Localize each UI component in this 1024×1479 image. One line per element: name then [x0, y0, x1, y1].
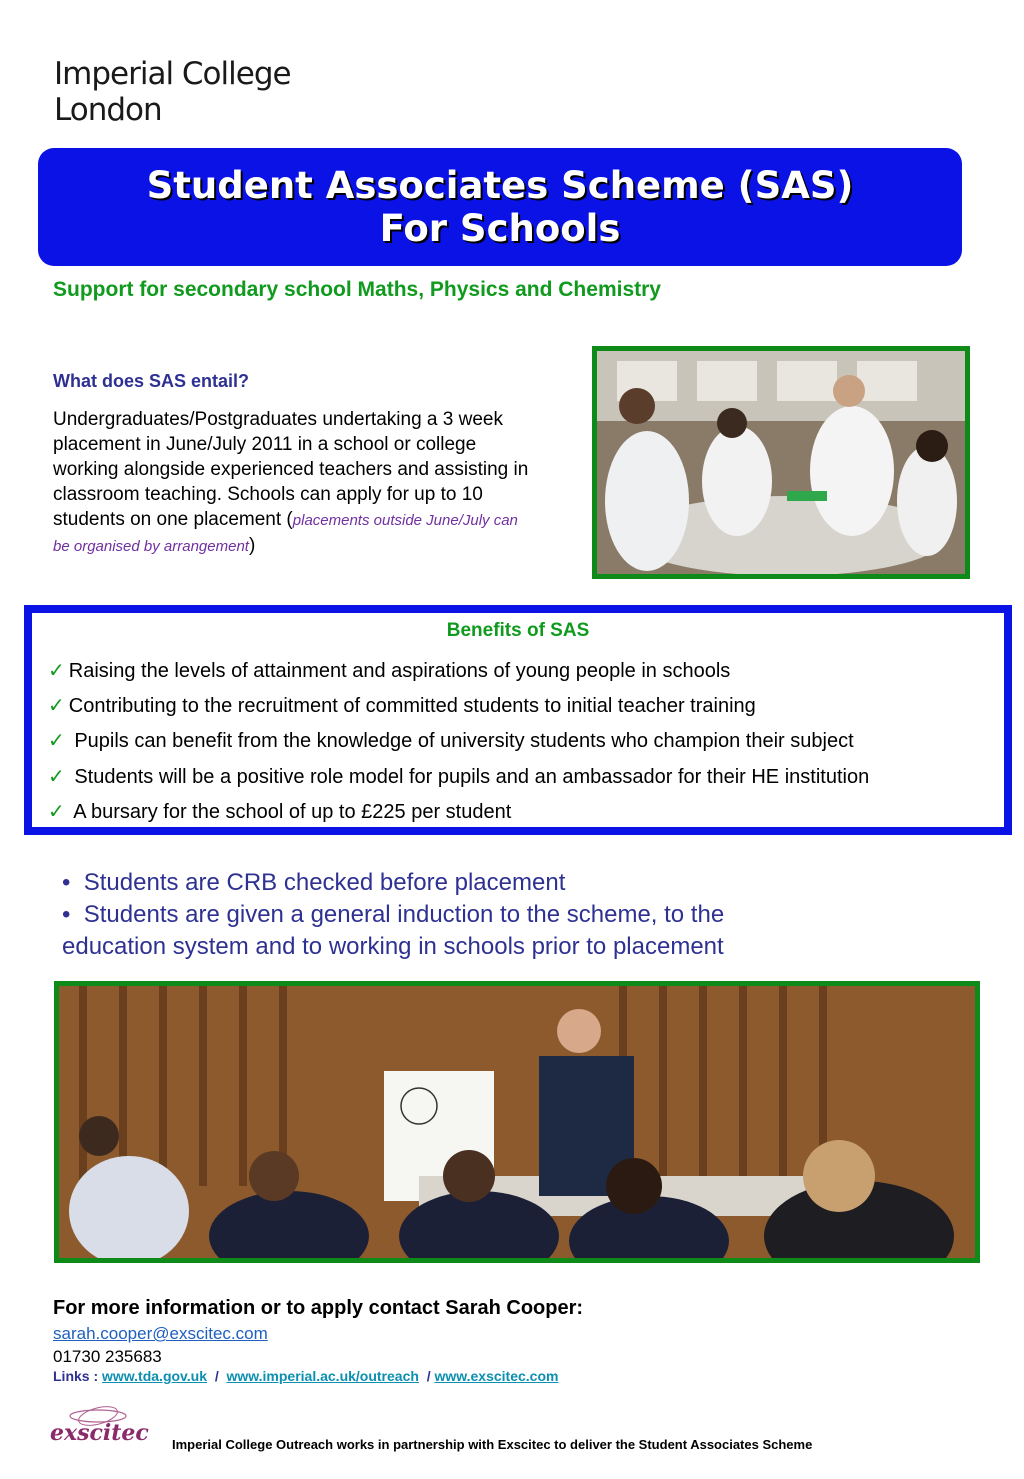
banner-subtitle: For Schools — [379, 207, 621, 250]
banner-title: Student Associates Scheme (SAS) — [146, 164, 854, 207]
key-point-text: Students are given a general induction to the scheme, to the education system and to working in schools prior to placement — [62, 901, 725, 960]
check-icon: ✓ — [48, 801, 65, 823]
links-row — [53, 1368, 558, 1384]
bullet-icon: • — [62, 869, 84, 896]
entail-body — [53, 407, 533, 559]
check-icon: ✓ — [48, 695, 65, 717]
key-point — [62, 867, 822, 899]
key-point-text: Students are CRB checked before placement — [83, 869, 566, 896]
atom-swirl-icon — [50, 1406, 130, 1426]
benefits-title: Benefits of SAS — [446, 620, 590, 641]
benefit-item — [48, 799, 511, 824]
link-tda[interactable]: www.tda.gov.uk — [102, 1368, 208, 1384]
link-imperial[interactable]: www.imperial.ac.uk/outreach — [226, 1368, 419, 1384]
logo-line2: London — [54, 92, 162, 128]
lab-photo — [592, 346, 970, 579]
classroom-photo — [54, 981, 980, 1263]
benefit-text: Contributing to the recruitment of committed students to initial teacher training — [68, 695, 756, 717]
benefit-item — [48, 728, 854, 753]
benefit-item — [48, 764, 869, 789]
exscitec-logo — [50, 1420, 149, 1446]
bullet-icon: • — [62, 901, 84, 928]
key-points — [62, 867, 822, 963]
lab-photo-illustration — [597, 351, 965, 574]
check-icon: ✓ — [48, 660, 65, 682]
footer-text: Imperial College Outreach works in partnership with Exscitec to deliver the Student Associates Scheme — [172, 1437, 813, 1452]
page-subtitle: Support for secondary school Maths, Physics and Chemistry — [53, 278, 661, 301]
check-icon: ✓ — [48, 766, 65, 788]
key-point — [62, 899, 822, 963]
logo-line1: Imperial College — [54, 56, 291, 92]
entail-close: ) — [248, 535, 256, 556]
entail-note: placements outside June/July can be organised by arrangement — [53, 512, 518, 555]
link-separator: / — [214, 1368, 219, 1384]
links-label: Links : — [53, 1368, 99, 1384]
benefit-text: A bursary for the school of up to £225 per student — [68, 801, 512, 823]
contact-heading: For more information or to apply contact Sarah Cooper: — [53, 1297, 584, 1319]
benefit-item — [48, 693, 756, 718]
link-separator: / — [426, 1368, 431, 1384]
link-exscitec[interactable]: www.exscitec.com — [434, 1368, 559, 1384]
exscitec-wordmark: exscitec — [50, 1420, 149, 1446]
entail-text: Undergraduates/Postgraduates undertaking a 3 week placement in June/July 2011 in a school or college working alongside experienced teachers and assisting in classroom teaching. Schools can apply for up to 10 students on one placement ( — [53, 409, 529, 530]
benefit-text: Pupils can benefit from the knowledge of university students who champion their subject — [68, 730, 854, 752]
classroom-photo-illustration — [59, 986, 975, 1258]
imperial-logo — [54, 56, 291, 128]
benefits-box — [24, 605, 1012, 835]
check-icon: ✓ — [48, 730, 65, 752]
entail-heading: What does SAS entail? — [53, 371, 250, 391]
contact-phone: 01730 235683 — [53, 1347, 162, 1366]
contact-email-link[interactable]: sarah.cooper@exscitec.com — [53, 1324, 268, 1343]
benefit-text: Students will be a positive role model for pupils and an ambassador for their HE institution — [68, 766, 870, 788]
benefit-item — [48, 658, 730, 683]
title-banner — [38, 148, 962, 266]
benefit-text: Raising the levels of attainment and aspirations of young people in schools — [68, 660, 731, 682]
